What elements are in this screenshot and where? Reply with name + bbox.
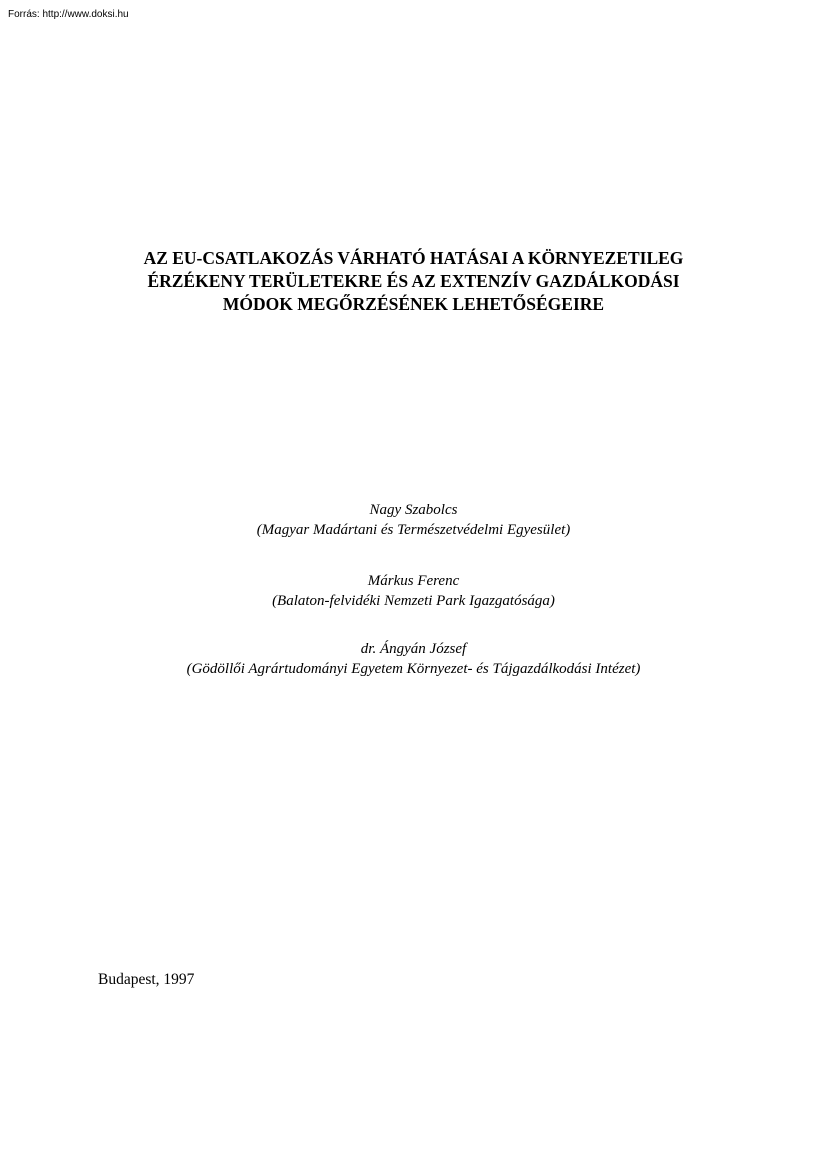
author-affiliation: (Balaton-felvidéki Nemzeti Park Igazgatósága) [272, 593, 555, 609]
title-line: AZ EU-CSATLAKOZÁS VÁRHATÓ HATÁSAI A KÖRNYEZETILEG [143, 248, 684, 268]
source-line: Forrás: http://www.doksi.hu [8, 9, 129, 20]
title-line: ÉRZÉKENY TERÜLETEKRE ÉS AZ EXTENZÍV GAZDÁLKODÁSI [147, 271, 680, 291]
author-block [60, 571, 767, 611]
place-date: Budapest, 1997 [98, 971, 195, 988]
author-block [60, 639, 767, 679]
author-block [60, 500, 767, 540]
author-affiliation: (Magyar Madártani és Természetvédelmi Egyesület) [256, 522, 571, 538]
document-title [60, 247, 767, 316]
author-name: dr. Ángyán József [360, 641, 467, 657]
author-name: Nagy Szabolcs [369, 502, 458, 518]
author-name: Márkus Ferenc [367, 573, 460, 589]
author-affiliation: (Gödöllői Agrártudományi Egyetem Környezet- és Tájgazdálkodási Intézet) [186, 661, 641, 677]
title-line: MÓDOK MEGŐRZÉSÉNEK LEHETŐSÉGEIRE [222, 294, 605, 314]
